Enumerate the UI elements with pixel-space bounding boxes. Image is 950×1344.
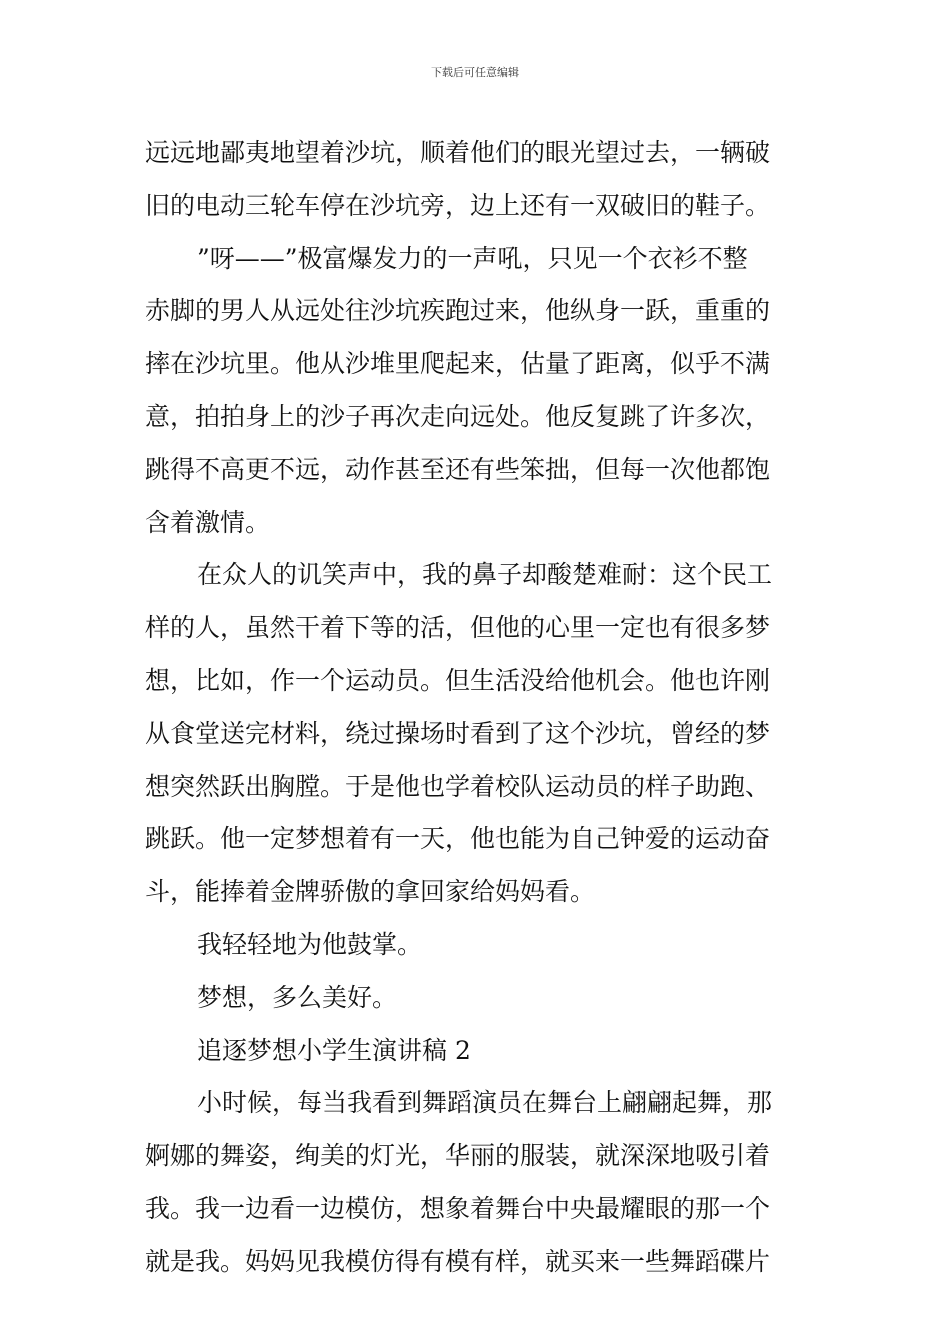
text-line: 样的人，虽然干着下等的活，但他的心里一定也有很多梦 [145,613,771,643]
text-line: 含着激情。 [145,507,271,537]
text-line: 跳得不高更不远，动作甚至还有些笨拙，但每一次他都饱 [145,454,771,484]
text-line: 小时候，每当我看到舞蹈演员在舞台上翩翩起舞，那 [197,1088,773,1118]
text-line: 婀娜的舞姿，绚美的灯光，华丽的服装，就深深地吸引着 [145,1141,771,1171]
text-line: 远远地鄙夷地望着沙坑，顺着他们的眼光望过去，一辆破 [145,138,771,167]
section-heading: 追逐梦想小学生演讲稿 2 [197,1035,471,1065]
text-line: 我。我一边看一边模仿，想象着舞台中央最耀眼的那一个 [145,1193,771,1223]
page-header-note: 下载后可任意编辑 [431,66,519,79]
text-line: 旧的电动三轮车停在沙坑旁，边上还有一双破旧的鞋子。 [145,190,771,220]
text-line: 赤脚的男人从远处往沙坑疾跑过来，他纵身一跃，重重的 [145,296,771,326]
text-line: 想，比如，作一个运动员。但生活没给他机会。他也许刚 [145,665,771,695]
text-line: 想突然跃出胸膛。于是他也学着校队运动员的样子助跑、 [145,771,771,801]
text-line: 从食堂送完材料，绕过操场时看到了这个沙坑，曾经的梦 [145,718,771,748]
text-line: 我轻轻地为他鼓掌。 [197,929,423,959]
text-line: 就是我。妈妈见我模仿得有模有样，就买来一些舞蹈碟片 [145,1246,771,1276]
text-line: ”呀——”极富爆发力的一声吼，只见一个衣衫不整 [197,243,748,273]
text-line: 在众人的讥笑声中，我的鼻子却酸楚难耐：这个民工 [197,560,773,590]
text-line: 斗，能捧着金牌骄傲的拿回家给妈妈看。 [145,877,596,907]
text-line: 意，拍拍身上的沙子再次走向远处。他反复跳了许多次， [145,401,771,431]
document-body [145,127,809,1289]
text-line: 摔在沙坑里。他从沙堆里爬起来，估量了距离，似乎不满 [145,349,771,379]
text-line: 梦想，多么美好。 [197,982,398,1012]
text-line: 跳跃。他一定梦想着有一天，他也能为自己钟爱的运动奋 [145,824,771,854]
